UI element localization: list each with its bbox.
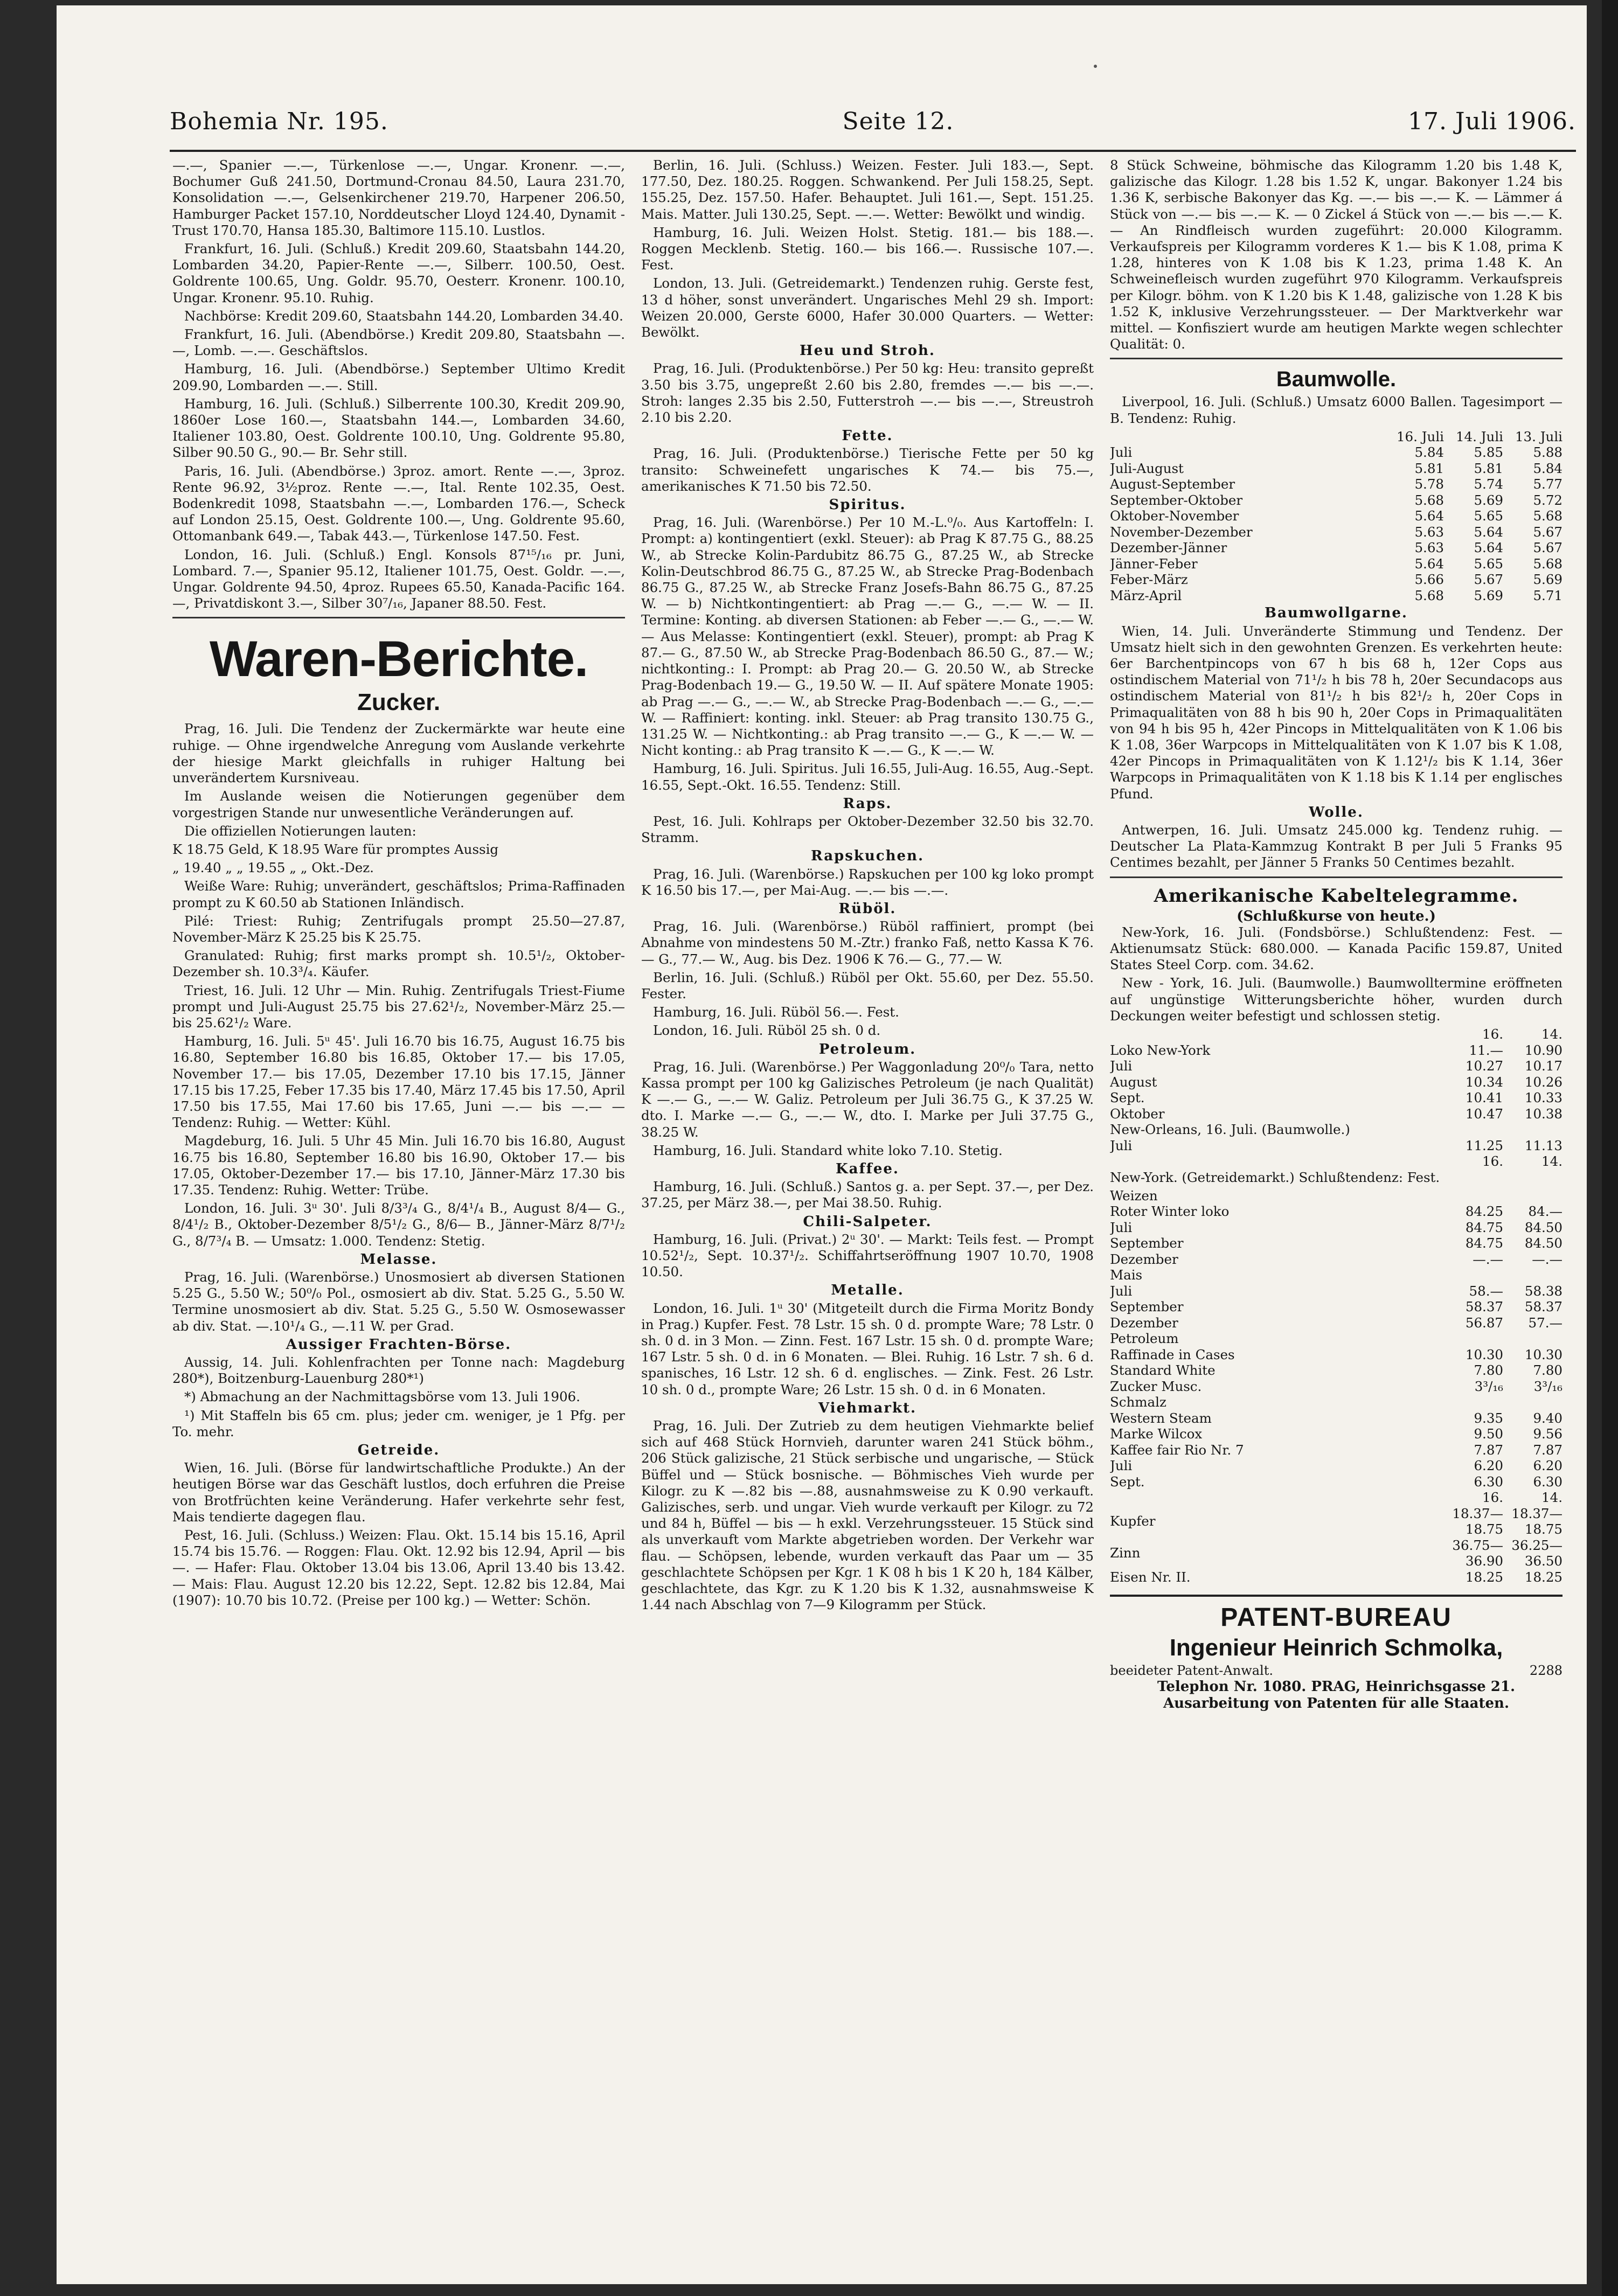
table-group-row [1110, 1394, 1563, 1410]
table-cell: Juli [1110, 1283, 1133, 1299]
article-text: Pilé: Triest: Ruhig; Zentrifugals prompt 25.50—27.87, November-März K 25.25 bis K 25.75. [172, 913, 625, 945]
table-row [1110, 588, 1563, 604]
table-cell: Standard White [1110, 1362, 1216, 1379]
table-cell: —.— [1532, 1251, 1563, 1267]
subsection-heading: Chili-Salpeter. [803, 1213, 932, 1230]
table-cell: 3³/₁₆ [1474, 1378, 1503, 1394]
column-1 [172, 157, 625, 2258]
article-text: Hamburg, 16. Juli. (Privat.) 2ᵘ 30'. — Markt: Teils fest. — Prompt 10.52¹/₂, Sept. 10.37¹/₂. Schiffahrtseröffnung 1907 10.70, 1908 10.50. [641, 1231, 1094, 1280]
table-header-cell: 14. Juli [1455, 428, 1503, 444]
table-cell: 10.41 [1465, 1090, 1503, 1106]
table-cell: 9.50 [1474, 1426, 1503, 1442]
table-cell: Sept. [1110, 1473, 1145, 1490]
table-cell: 5.64 [1474, 524, 1503, 540]
page-header [170, 108, 1576, 145]
table-cell: 11.13 [1524, 1137, 1563, 1153]
table-row [1110, 1299, 1563, 1315]
table-cell: 5.69 [1474, 492, 1503, 508]
table-cell: 5.69 [1533, 572, 1563, 588]
table-cell: Oktober [1110, 1105, 1165, 1122]
ad-title: PATENT-BUREAU [1220, 1603, 1452, 1632]
table-header-row [1110, 1490, 1563, 1506]
table-cell: 56.87 [1465, 1314, 1503, 1331]
advertisement [1110, 1595, 1563, 1711]
subsection-heading: Spiritus. [829, 497, 906, 513]
table-cell: 5.69 [1474, 587, 1503, 603]
table-row [1110, 1379, 1563, 1395]
article-text: K 18.75 Geld, K 18.95 Ware für promptes Aussig [172, 841, 499, 857]
table-cell: Dezember [1110, 1251, 1178, 1267]
article-text: Die offiziellen Notierungen lauten: [184, 823, 416, 839]
table-cell: Juli [1110, 444, 1133, 461]
table-cell: 10.90 [1524, 1042, 1563, 1058]
subsection-heading: Baumwollgarne. [1265, 605, 1408, 622]
table-cell: —.— [1473, 1251, 1503, 1267]
table-cell: September [1110, 1299, 1184, 1315]
table-group-label: Mais [1110, 1267, 1143, 1283]
table-cell: 58.37 [1465, 1299, 1503, 1315]
table-cell: Zucker Musc. [1110, 1378, 1202, 1394]
article-text: Hamburg, 16. Juli. Spiritus. Juli 16.55, Juli-Aug. 16.55, Aug.-Sept. 16.55, Sept.-Okt. 16.55. Tendenz: Still. [641, 761, 1094, 793]
table-cell: Oktober-November [1110, 508, 1239, 524]
table-cell: 5.78 [1414, 476, 1444, 492]
column-2 [641, 157, 1094, 2258]
table-cell: 5.68 [1414, 492, 1444, 508]
subsection-title: Baumwolle. [1276, 367, 1397, 392]
table-cell: New-Orleans, 16. Juli. (Baumwolle.) [1110, 1122, 1350, 1138]
table-cell: Juli [1110, 1058, 1133, 1074]
table-group-label: Weizen [1110, 1187, 1158, 1203]
table-cell: 5.85 [1474, 444, 1503, 461]
subsection-heading: Aussiger Frachten-Börse. [286, 1336, 512, 1353]
table-cell: 10.33 [1524, 1090, 1563, 1106]
table-row [1110, 1474, 1563, 1490]
table-cell: 10.34 [1465, 1074, 1503, 1090]
table-cell: 5.64 [1414, 508, 1444, 524]
article-text: Granulated: Ruhig; first marks prompt sh. 10.5¹/₂, Oktober-Dezember sh. 10.3³/₄. Käufer. [172, 948, 625, 980]
table-row [1110, 1283, 1563, 1299]
article-text: Liverpool, 16. Juli. (Schluß.) Umsatz 6000 Ballen. Tagesimport — B. Tendenz: Ruhig. [1110, 394, 1563, 426]
scan-edge [1602, 0, 1618, 2296]
table-header-row [1110, 1153, 1563, 1170]
table-cell: 5.63 [1414, 524, 1444, 540]
article-text: Prag, 16. Juli. (Produktenbörse.) Per 50 kg: Heu: transito gepreßt 3.50 bis 3.75, ungepreßt 2.60 bis 2.80, fremdes —.— bis —.—. Stroh: langes 2.35 bis 2.50, Futterstroh —.— bis —.—, Streustroh 2.10 bis 2.20. [641, 360, 1094, 426]
table-group-row [1110, 1331, 1563, 1347]
table-cell: Kupfer [1110, 1513, 1156, 1529]
article-text: New-York. (Getreidemarkt.) Schlußtendenz: Fest. [1110, 1169, 1440, 1185]
article-text: New - York, 16. Juli. (Baumwolle.) Baumwolltermine eröffneten auf ungünstige Witterungsberichte höher, wurden durch Deckungen weiter befestigt und schlossen stetig. [1110, 975, 1563, 1024]
table-row [1110, 572, 1563, 588]
table-cell: 84.75 [1465, 1219, 1503, 1235]
table-cell: 57.— [1528, 1314, 1563, 1331]
table-cell: 58.37 [1524, 1299, 1563, 1315]
ad-address: Telephon Nr. 1080. PRAG, Heinrichsgasse 21. [1157, 1679, 1516, 1695]
table-header-cell: 14. [1541, 1490, 1563, 1506]
article-text: Antwerpen, 16. Juli. Umsatz 245.000 kg. Tendenz ruhig. — Deutscher La Plata-Kammzug Kontrakt B per Juli 5 Franks 95 Centimes bezahlt, per Jänner 5 Franks 50 Centimes bezahlt. [1110, 822, 1563, 871]
table-cell: Zinn [1110, 1545, 1141, 1561]
table-cell: 5.74 [1474, 476, 1503, 492]
table-cell: 10.47 [1465, 1105, 1503, 1122]
newspaper-page [57, 5, 1587, 2284]
table-cell: Juli [1110, 1137, 1133, 1153]
table-cell: 5.88 [1533, 444, 1563, 461]
article-text: „ 19.40 „ „ 19.55 „ „ Okt.-Dez. [172, 860, 374, 876]
table-row [1110, 1362, 1563, 1379]
table-cell: 3³/₁₆ [1533, 1378, 1563, 1394]
table-cell: 10.38 [1524, 1105, 1563, 1122]
table-group-row [1110, 1188, 1563, 1204]
table-row [1110, 1506, 1563, 1537]
table-row [1110, 1426, 1563, 1442]
table-cell: 5.71 [1533, 587, 1563, 603]
table-cell: 84.25 [1465, 1203, 1503, 1220]
table-cell: Raffinade in Cases [1110, 1346, 1235, 1362]
table-cell: 5.66 [1414, 572, 1444, 588]
table-cell: 10.26 [1524, 1074, 1563, 1090]
ny-cotton-table [1110, 1026, 1563, 1170]
paper-speck [1094, 65, 1097, 68]
table-row [1110, 1106, 1563, 1122]
table-row [1110, 1090, 1563, 1106]
table-row [1110, 508, 1563, 524]
table-cell: November-Dezember [1110, 524, 1253, 540]
article-text: Weiße Ware: Ruhig; unverändert, geschäftslos; Prima-Raffinaden prompt zu K 60.50 ab Stationen Inländisch. [172, 878, 625, 910]
table-cell: Juli-August [1110, 460, 1184, 476]
header-page-number: Seite 12. [842, 108, 954, 135]
table-row [1110, 1537, 1563, 1569]
subsection-heading: Metalle. [831, 1282, 904, 1299]
article-text: London, 13. Juli. (Getreidemarkt.) Tendenzen ruhig. Gerste fest, 13 d höher, sonst unverändert. Ungarisches Mehl 29 sh. Import: Weizen 20.000, Gerste 6000, Hafer 30.000 Quarters. — Wetter: Bewölkt. [641, 275, 1094, 340]
article-text: Pest, 16. Juli. Kohlraps per Oktober-Dezember 32.50 bis 32.70. Stramm. [641, 813, 1094, 846]
article-text: Prag, 16. Juli. Der Zutrieb zu dem heutigen Viehmarkte belief sich auf 468 Stück Hornvieh, darunter waren 241 Stück böhm., 206 Stück galizische, 21 Stück serbische und ungarische, — Stück Büffel und — Stück bosnische. — Böhmisches Vieh wurde per Kilogr. zu K —.82 bis —.88, ausnahmsweise zu K 0.90 verkauft. Galizisches, serb. und ungar. Vieh wurde verkauft per Kilogr. zu 72 und 84 h, Büffel — bis — h exkl. Verzehrungssteuer. 15 Stück sind als unverkauft vom Markte abgetrieben worden. Der Verkehr war flau. — Schöpsen, lebende, wurden verkauft das Paar um — 35 geschlachtete Schöpsen per Kgr. 1 K 08 h bis 1 K 20 h, 184 Kälber, geschlachtete, das Kgr. zu K 1.20 bis K 1.32, ausnahmsweise K 1.44 nach Abschlag von 7—9 Kilogramm per Stück. [641, 1418, 1094, 1613]
section-rule [1110, 876, 1563, 878]
table-cell: 84.— [1528, 1203, 1563, 1220]
article-text: Hamburg, 16. Juli. (Abendbörse.) September Ultimo Kredit 209.90, Lombarden —.—. Still. [172, 361, 625, 393]
table-cell: 84.50 [1524, 1235, 1563, 1251]
header-rule [170, 150, 1576, 152]
article-text: New-York, 16. Juli. (Fondsbörse.) Schlußtendenz: Fest. — Aktienumsatz Stück: 680.000. — Kanada Pacific 159.87, United States Steel Corp. com. 34.62. [1110, 924, 1563, 973]
article-text: Berlin, 16. Juli. (Schluss.) Weizen. Fester. Juli 183.—, Sept. 177.50, Dez. 180.25. Roggen. Schwankend. Per Juli 158.25, Sept. 155.25, Dez. 157.50. Hafer. Behauptet. Juli 161.—, Sept. 151.25. Mais. Matter. Juli 130.25, Sept. —.—. Wetter: Bewölkt und windig. [641, 157, 1094, 222]
table-cell: 5.84 [1533, 460, 1563, 476]
table-cell: 5.84 [1414, 444, 1444, 461]
table-cell: 5.67 [1474, 572, 1503, 588]
table-header-row [1110, 429, 1563, 445]
table-header-cell: 14. [1541, 1153, 1563, 1170]
subsection-heading: Melasse. [360, 1251, 438, 1268]
section-title: Amerikanische Kabeltelegramme. [1154, 885, 1519, 907]
table-cell: Juli [1110, 1458, 1133, 1474]
section-title: Waren-Berichte. [209, 630, 588, 687]
table-cell: 6.20 [1474, 1458, 1503, 1474]
article-text: Aussig, 14. Juli. Kohlenfrachten per Tonne nach: Magdeburg 280*), Boitzenburg-Lauenburg 280*¹) [172, 1354, 625, 1387]
table-cell: Sept. [1110, 1090, 1145, 1106]
table-cell: September-Oktober [1110, 492, 1243, 508]
table-cell: 5.67 [1533, 540, 1563, 556]
article-text: Pest, 16. Juli. (Schluss.) Weizen: Flau. Okt. 15.14 bis 15.16, April 15.74 bis 15.76. — Roggen: Flau. Okt. 12.92 bis 12.94, April — bis —. — Hafer: Flau. Oktober 13.04 bis 13.06, April 13.40 bis 13.42. — Mais: Flau. August 12.20 bis 12.22, Sept. 12.82 bis 12.84, Mai (1907): 10.70 bis 10.72. (Preise per 100 kg.) — Wetter: Schön. [172, 1527, 625, 1608]
table-cell: 36.25—36.50 [1511, 1537, 1563, 1569]
table-row [1110, 1442, 1563, 1458]
table-cell: 9.35 [1474, 1410, 1503, 1426]
table-header-cell: 16. [1482, 1490, 1503, 1506]
subsection-title: Zucker. [357, 689, 441, 716]
table-cell: 7.87 [1474, 1442, 1503, 1458]
table-cell: 7.87 [1533, 1442, 1563, 1458]
table-row [1110, 1458, 1563, 1474]
article-text: Frankfurt, 16. Juli. (Schluß.) Kredit 209.60, Staatsbahn 144.20, Lombarden 34.20, Papier-Rente —.—, Silberr. 100.50, Oest. Goldrente 100.65, Ung. Goldr. 95.70, Oesterr. Kronenr. 100.10, Ungar. Kronenr. 95.10. Ruhig. [172, 241, 625, 305]
table-cell: 6.30 [1474, 1473, 1503, 1490]
table-row [1110, 444, 1563, 461]
table-header-row [1110, 1026, 1563, 1042]
table-row [1110, 1138, 1563, 1154]
ad-number: 2288 [1529, 1663, 1563, 1679]
table-row [1110, 492, 1563, 509]
subsection-heading: Wolle. [1309, 804, 1364, 820]
subsection-heading: Fette. [842, 428, 893, 444]
table-cell: Western Steam [1110, 1410, 1212, 1426]
table-cell: 10.17 [1524, 1058, 1563, 1074]
article-text: Magdeburg, 16. Juli. 5 Uhr 45 Min. Juli 16.70 bis 16.80, August 16.75 bis 16.80, September 16.80 bis 16.90, Oktober 17.— bis 17.05, Oktober-Dezember 17.— bis 17.10, Jänner-März 17.30 bis 17.35. Tendenz: Ruhig. Wetter: Trübe. [172, 1133, 625, 1198]
table-cell: 5.63 [1414, 540, 1444, 556]
table-cell: Dezember [1110, 1314, 1178, 1331]
table-row [1110, 1203, 1563, 1220]
article-text: Hamburg, 16. Juli. Standard white loko 7.10. Stetig. [653, 1142, 1003, 1158]
table-row [1110, 540, 1563, 556]
table-group-row [1110, 1267, 1563, 1283]
cotton-price-table [1110, 429, 1563, 604]
article-text: London, 16. Juli. Rüböl 25 sh. 0 d. [653, 1022, 881, 1039]
table-row [1110, 1569, 1563, 1585]
subsection-heading: Getreide. [357, 1442, 440, 1459]
table-cell: 11.— [1469, 1042, 1503, 1058]
ad-line [1110, 1662, 1563, 1679]
table-cell: 5.72 [1533, 492, 1563, 508]
table-cell: 5.77 [1533, 476, 1563, 492]
header-date: 17. Juli 1906. [1407, 108, 1576, 135]
table-cell: Loko New-York [1110, 1042, 1211, 1058]
ad-name: Ingenieur Heinrich Schmolka, [1169, 1634, 1503, 1661]
article-text: Prag, 16. Juli. (Warenbörse.) Per Waggonladung 20⁰/₀ Tara, netto Kassa prompt per 100 kg Galizisches Petroleum (je nach Qualität) K —.— G., —.— W. Galiz. Petroleum per Juli 36.75 G., K 37.25 W. dto. I. Marke —.— G., —.— W., dto. I. Marke per Juli 37.75 G., 38.25 W. [641, 1059, 1094, 1140]
subsection-heading: Kaffee. [836, 1160, 899, 1177]
table-cell: 9.56 [1533, 1426, 1563, 1442]
article-text: Wien, 14. Juli. Unveränderte Stimmung und Tendenz. Der Umsatz hielt sich in den gewohnten Grenzen. Es verkehrten heute: 6er Barchentpincops von 67 h bis 68 h, 12er Cops aus ostindischem Material von 71¹/₂ h bis 78 h, 20er Secundacops aus ostindischem Material von 81¹/₂ h bis 82¹/₂ h, 20er Cops in Primaqualitäten von 88 h bis 90 h, 20er Cops in Primaqualitäten von 94 h bis 95 h, 42er Pincops in Mittelqualitäten von K 1.06 bis K 1.08, 36er Warpcops in Mittelqualitäten von K 1.07 bis K 1.08, 42er Pincops in Primaqualitäten von K 1.12¹/₂ bis K 1.14, 36er Warpcops in Primaqualitäten von K 1.18 bis K 1.14 per englisches Pfund. [1110, 623, 1563, 802]
table-cell: 5.68 [1414, 587, 1444, 603]
table-group-label: Schmalz [1110, 1394, 1166, 1410]
article-text: Prag, 16. Juli. (Warenbörse.) Rüböl raffiniert, prompt (bei Abnahme von mindestens 50 M.-Ztr.) franko Faß, netto Kassa K 76.— G., 77.— W., Aug. bis Dez. 1906 K 76.— G., 77.— W. [641, 919, 1094, 967]
table-cell: 18.37—18.75 [1452, 1505, 1503, 1537]
article-text: Wien, 16. Juli. (Börse für landwirtschaftliche Produkte.) An der heutigen Börse war das Geschäft lustlos, doch erfuhren die Preise von Brotfrüchten keine Veränderung. Hafer verkehrte sehr fest, Mais tendierte dagegen flau. [172, 1460, 625, 1525]
ad-subtitle: beeideter Patent-Anwalt. [1110, 1663, 1273, 1679]
table-cell: 5.64 [1474, 540, 1503, 556]
article-text: —.—, Spanier —.—, Türkenlose —.—, Ungar. Kronenr. —.—, Bochumer Guß 241.50, Dortmund-Cronau 84.50, Laura 231.70, Konsolidation —.—, Gelsenkirchener 219.70, Harpener 206.50, Hamburger Packet 157.10, Norddeutscher Lloyd 124.40, Dynamit - Trust 170.70, Hansa 185.30, Baltimore 115.10. Lustlos. [172, 157, 625, 238]
section-subtitle: (Schlußkurse von heute.) [1237, 908, 1436, 924]
article-text: Prag, 16. Juli. (Produktenbörse.) Tierische Fette per 50 kg transito: Schweinefett ungarisches K 74.— bis 75.—, amerikanisches K 71.50 bis 72.50. [641, 446, 1094, 494]
table-cell: Juli [1110, 1219, 1133, 1235]
article-text: Hamburg, 16. Juli. (Schluß.) Silberrente 100.30, Kredit 209.90, 1860er Lose 160.—, Staatsbahn 144.—, Lombarden 34.60, Italiener 103.80, Oest. Goldrente 100.10, Ung. Goldrente 95.80, Silber 90.50 G., 90.— Br. Sehr still. [172, 395, 625, 461]
table-cell: 7.80 [1474, 1362, 1503, 1379]
table-cell: 58.38 [1524, 1283, 1563, 1299]
table-cell: 6.30 [1533, 1473, 1563, 1490]
table-cell: 5.65 [1474, 555, 1503, 572]
table-row [1110, 1235, 1563, 1251]
table-cell: 18.25 [1524, 1569, 1563, 1585]
article-text: 8 Stück Schweine, böhmische das Kilogramm 1.20 bis 1.48 K, galizische das Kilogr. 1.28 bis 1.52 K, ungar. Bakonyer 1.24 bis 1.36 K, serbische Bakonyer das Kg. —.— bis —.— K. — Lämmer á Stück von —.— bis —.— K. — 0 Zickel á Stück von —.— bis —.— K. — An Rindfleisch wurden zugeführt: 20.000 Kilogramm. Verkaufspreis per Kilogramm vorderes K 1.— bis K 1.08, prima K 1.28, hinteres von K 1.08 bis K 1.23, prima 1.48 K. An Schweinefleisch wurden zugeführt 970 Kilogramm. Verkaufspreis per Kilogr. böhm. von K 1.20 bis K 1.48, galizische von 1.28 K bis 1.52 K, inklusive Verzehrungssteuer. — Der Marktverkehr war mittel. — Konfisziert wurde am heutigen Markte wegen schlechter Qualität: 0. [1110, 157, 1563, 352]
article-text: Hamburg, 16. Juli. 5ᵘ 45'. Juli 16.70 bis 16.75, August 16.75 bis 16.80, September 16.80 bis 16.85, Oktober 17.— bis 17.05, November 17.— bis 17.05, Dezember 17.10 bis 17.15, Jänner 17.15 bis 17.25, Feber 17.35 bis 17.40, März 17.45 bis 17.50, April 17.50 bis 17.55, Mai 17.60 bis 17.65, Juni —.— bis —.— — Tendenz: Ruhig. — Wetter: Kühl. [172, 1033, 625, 1131]
table-cell: 18.25 [1465, 1569, 1503, 1585]
table-cell: 5.81 [1414, 460, 1444, 476]
table-cell: 58.— [1469, 1283, 1503, 1299]
table-row [1110, 1315, 1563, 1331]
table-header-cell: 16. [1482, 1153, 1503, 1170]
table-header-cell: 13. Juli [1515, 428, 1563, 444]
subsection-heading: Raps. [843, 795, 892, 812]
footnote: ¹) Mit Staffeln bis 65 cm. plus; jeder cm. weniger, je 1 Pfg. per To. mehr. [172, 1407, 625, 1439]
table-cell: Marke Wilcox [1110, 1426, 1203, 1442]
article-text: Nachbörse: Kredit 209.60, Staatsbahn 144.20, Lombarden 34.40. [184, 308, 623, 324]
table-cell: 5.68 [1533, 508, 1563, 524]
subsection-heading: Rüböl. [838, 900, 897, 917]
table-row [1110, 476, 1563, 492]
table-cell: 7.80 [1533, 1362, 1563, 1379]
table-cell: 84.75 [1465, 1235, 1503, 1251]
table-cell: März-April [1110, 587, 1182, 603]
article-text: Prag, 16. Juli. (Warenbörse.) Per 10 M.-L.⁰/₀. Aus Kartoffeln: I. Prompt: a) kontingentiert (exkl. Steuer): ab Prag K 87.75 G., 88.25 W., ab Strecke Kolin-Pardubitz 86.75 G., 87.25 W., ab Strecke Kolin-Deutschbrod 86.75 G., 87.25 W., ab Strecke Prag-Bodenbach 86.75 G., 87.25 W., ab Strecke Franz Josefs-Bahn 86.75 G., 87.25 W. — b) Nichtkontingentiert: ab Prag —.— G., —.— W. — II. Termine: Konting. ab diversen Stationen: ab Feber —.— G., —.— W. — Aus Melasse: Kontingentiert (exkl. Steuer), prompt: ab Prag K 87.— G., 87.50 W., ab Strecke Prag-Bodenbach 86.50 G., 87.— W.; nichtkonting.: I. Prompt: ab Prag 20.— G. 20.50 W., ab Strecke Prag-Bodenbach 19.— G., 19.50 W. — II. Auf spätere Monate 1905: ab Prag —.— G., —.— W., ab Strecke Prag-Bodenbach —.— G., —.— W. — Raffiniert: konting. inkl. Steuer: ab Prag transito 130.75 G., 131.25 W. — Nichtkonting.: ab Prag transito —.— G., K —.— W. — Nicht konting.: ab Prag transito K —.— G., K —.— W. [641, 514, 1094, 759]
section-rule [1110, 358, 1563, 359]
table-row [1110, 1122, 1563, 1138]
table-row [1110, 1220, 1563, 1236]
table-cell: Roter Winter loko [1110, 1203, 1230, 1220]
header-publication: Bohemia Nr. 195. [170, 108, 388, 135]
article-text: London, 16. Juli. (Schluß.) Engl. Konsols 87¹⁵/₁₆ pr. Juni, Lombard. 7.—, Spanier 95.12, Italiener 101.75, Oest. Goldr. —.—, Ungar. Goldrente 94.50, 4proz. Rupees 65.50, Kanada-Pacific 164.—, Privatdiskont 3.—, Silber 30⁷/₁₆, Japaner 88.50. Fest. [172, 546, 625, 611]
table-cell: 84.50 [1524, 1219, 1563, 1235]
table-cell: 10.30 [1465, 1346, 1503, 1362]
subsection-heading: Heu und Stroh. [800, 343, 935, 359]
article-text: Paris, 16. Juli. (Abendbörse.) 3proz. amort. Rente —.—, 3proz. Rente 96.92, 3½proz. Rente —.—, Ital. Rente 102.35, Oest. Bodenkredit 1098, Staatsbahn —.—, Lombarden 176.—, Scheck auf London 25.15, Oest. Goldrente 100.—, Ung. Goldrente 95.60, Ottomanbank 649.—, Tabak 443.—, Türkenlose 147.50. Fest. [172, 463, 625, 544]
table-cell: August [1110, 1074, 1157, 1090]
article-text: London, 16. Juli. 1ᵘ 30' (Mitgeteilt durch die Firma Moritz Bondy in Prag.) Kupfer. Fest. 78 Lstr. 15 sh. 0 d. prompte Ware; 78 Lstr. 0 sh. 0 d. in 3 Mon. — Zinn. Fest. 167 Lstr. 15 sh. 0 d. prompte Ware; 167 Lstr. 5 sh. 0 d. in 6 Monaten. — Blei. Ruhig. 16 Lstr. 7 sh. 6 d. spanisches, 16 Lstr. 12 sh. 6 d. englisches. — Zink. Fest. 26 Lstr. 10 sh. 0 d., prompte Ware; 26 Lstr. 15 sh. 0 d. in 6 Monaten. [641, 1300, 1094, 1397]
article-text: Im Auslande weisen die Notierungen gegenüber dem vorgestrigen Stande nur unwesentliche Veränderungen auf. [172, 788, 625, 820]
table-cell: 5.64 [1414, 555, 1444, 572]
table-cell: Dezember-Jänner [1110, 540, 1227, 556]
table-cell: Eisen Nr. II. [1110, 1569, 1191, 1585]
table-cell: August-September [1110, 476, 1235, 492]
table-cell: 18.37—18.75 [1511, 1505, 1563, 1537]
article-text: Frankfurt, 16. Juli. (Abendbörse.) Kredit 209.80, Staatsbahn —.—, Lomb. —.—. Geschäftslos. [172, 326, 625, 359]
table-cell: 10.27 [1465, 1058, 1503, 1074]
ad-tagline: Ausarbeitung von Patenten für alle Staaten. [1163, 1695, 1509, 1711]
table-cell: Kaffee fair Rio Nr. 7 [1110, 1442, 1244, 1458]
table-cell: September [1110, 1235, 1184, 1251]
article-text: Prag, 16. Juli. (Warenbörse.) Unosmosiert ab diversen Stationen 5.25 G., 5.50 W.; 50⁰/₀ Pol., osmosiert ab div. Stat. 5.25 G., 5.50 W. Termine unosmosiert ab div. Stat. 5.25 G., 5.50 W. Osmosewasser ab div. Stat. —.10¹/₄ G., —.11 W. per Grad. [172, 1269, 625, 1334]
table-cell: 10.30 [1524, 1346, 1563, 1362]
table-cell: 5.81 [1474, 460, 1503, 476]
subsection-heading: Viehmarkt. [818, 1400, 917, 1416]
table-row [1110, 1251, 1563, 1268]
table-row [1110, 461, 1563, 477]
table-cell: 5.68 [1533, 555, 1563, 572]
table-cell: 5.65 [1474, 508, 1503, 524]
table-cell: 5.67 [1533, 524, 1563, 540]
table-cell: 6.20 [1533, 1458, 1563, 1474]
article-text: Hamburg, 16. Juli. Weizen Holst. Stetig. 181.— bis 188.—. Roggen Mecklenb. Stetig. 160.— bis 166.—. Russische 107.—. Fest. [641, 224, 1094, 273]
table-header-cell: 16. [1482, 1026, 1503, 1042]
table-row [1110, 1347, 1563, 1363]
table-cell: 9.40 [1533, 1410, 1563, 1426]
table-row [1110, 1074, 1563, 1090]
table-group-label: Petroleum [1110, 1331, 1179, 1347]
subsection-heading: Petroleum. [818, 1041, 916, 1057]
table-cell: 36.75—36.90 [1452, 1537, 1503, 1569]
column-3 [1110, 157, 1563, 2258]
article-text: Triest, 16. Juli. 12 Uhr — Min. Ruhig. Zentrifugals Triest-Fiume prompt und Juli-August 25.75 bis 27.62¹/₂, November-März 25.— bis 25.62¹/₂ Ware. [172, 982, 625, 1031]
table-row [1110, 1042, 1563, 1059]
article-text: London, 16. Juli. 3ᵘ 30'. Juli 8/3³/₄ G., 8/4¹/₄ B., August 8/4— G., 8/4¹/₂ B., Oktober-Dezember 8/5¹/₂ G., 8/6— B., Jänner-März 8/7¹/₂ G., 8/7³/₄ B. — Umsatz: 1.000. Tendenz: Stetig. [172, 1200, 625, 1249]
ny-commodity-table [1110, 1188, 1563, 1585]
table-header-cell: 14. [1541, 1026, 1563, 1042]
footnote: *) Abmachung an der Nachmittagsbörse vom 13. Juli 1906. [184, 1389, 580, 1405]
article-text: Prag, 16. Juli. Die Tendenz der Zuckermärkte war heute eine ruhige. — Ohne irgendwelche Anregung vom Auslande verkehrte der hiesige Markt gleichfalls in ruhiger Haltung bei unverändertem Kursniveau. [172, 721, 625, 786]
article-text: Hamburg, 16. Juli. Rüböl 56.—. Fest. [653, 1004, 899, 1020]
article-text: Hamburg, 16. Juli. (Schluß.) Santos g. a. per Sept. 37.—, per Dez. 37.25, per März 38.—, per Mai 38.50. Ruhig. [641, 1179, 1094, 1211]
table-cell: 11.25 [1465, 1137, 1503, 1153]
table-row [1110, 556, 1563, 572]
article-text: Berlin, 16. Juli. (Schluß.) Rüböl per Okt. 55.60, per Dez. 55.50. Fester. [641, 969, 1094, 1001]
subsection-heading: Rapskuchen. [810, 848, 925, 865]
section-rule [172, 617, 625, 618]
table-header-cell: 16. Juli [1396, 428, 1444, 444]
table-cell: Feber-März [1110, 572, 1188, 588]
table-cell: Jänner-Feber [1110, 555, 1198, 572]
table-row [1110, 1410, 1563, 1427]
article-text: Prag, 16. Juli. (Warenbörse.) Rapskuchen per 100 kg loko prompt K 16.50 bis 17.—, per Mai-Aug. —.— bis —.—. [641, 866, 1094, 898]
table-row [1110, 1058, 1563, 1074]
table-row [1110, 524, 1563, 540]
